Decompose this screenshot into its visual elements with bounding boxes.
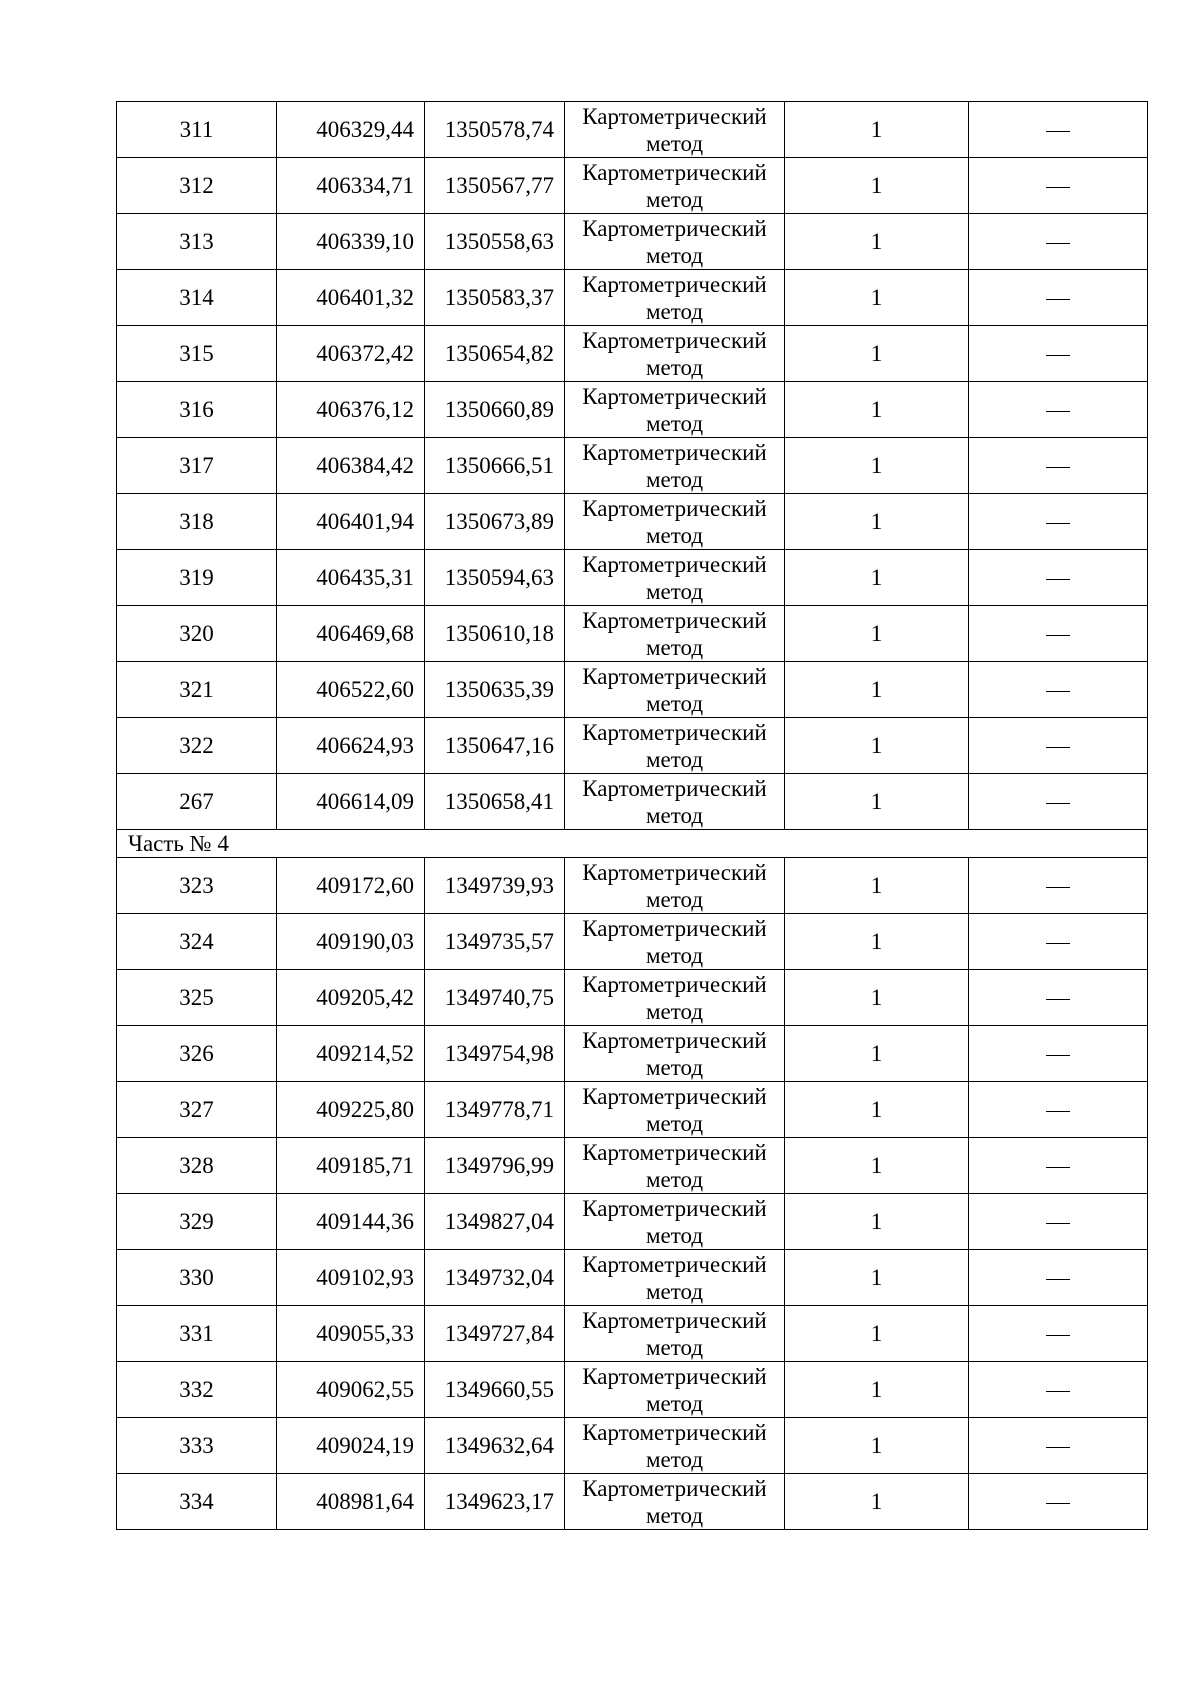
method-text-line1: Картометрический	[582, 1083, 767, 1109]
y-coordinate-cell: 1350654,82	[425, 326, 565, 382]
method-text-line2: метод	[645, 1390, 704, 1416]
dash-mark	[1046, 803, 1070, 804]
method-text-line1: Картометрический	[582, 971, 767, 997]
dash-mark	[1046, 411, 1070, 412]
accuracy-cell: 1	[785, 1194, 969, 1250]
method-cell	[565, 1138, 785, 1194]
method-cell	[565, 494, 785, 550]
accuracy-cell: 1	[785, 718, 969, 774]
method-text-line1: Картометрический	[582, 859, 767, 885]
table-row	[117, 914, 1148, 970]
note-cell	[969, 494, 1148, 550]
method-text-line2: метод	[645, 466, 704, 492]
x-coordinate-cell: 409102,93	[277, 1250, 425, 1306]
point-number-cell: 313	[117, 214, 277, 270]
point-number-cell: 315	[117, 326, 277, 382]
method-text-line1: Картометрический	[582, 327, 767, 353]
table-row	[117, 662, 1148, 718]
method-text-line1: Картометрический	[582, 215, 767, 241]
note-cell	[969, 102, 1148, 158]
method-text-line2: метод	[645, 242, 704, 268]
point-number-cell: 314	[117, 270, 277, 326]
dash-mark	[1046, 467, 1070, 468]
y-coordinate-cell: 1350666,51	[425, 438, 565, 494]
method-cell	[565, 606, 785, 662]
method-text-line2: метод	[645, 1110, 704, 1136]
x-coordinate-cell: 406522,60	[277, 662, 425, 718]
x-coordinate-cell: 409225,80	[277, 1082, 425, 1138]
point-number-cell: 317	[117, 438, 277, 494]
dash-mark	[1046, 747, 1070, 748]
note-cell	[969, 858, 1148, 914]
point-number-cell: 326	[117, 1026, 277, 1082]
y-coordinate-cell: 1350558,63	[425, 214, 565, 270]
method-text-line1: Картометрический	[582, 383, 767, 409]
dash-mark	[1046, 1111, 1070, 1112]
dash-mark	[1046, 1503, 1070, 1504]
method-text-line2: метод	[645, 186, 704, 212]
y-coordinate-cell: 1350594,63	[425, 550, 565, 606]
y-coordinate-cell: 1350583,37	[425, 270, 565, 326]
note-cell	[969, 214, 1148, 270]
accuracy-cell: 1	[785, 438, 969, 494]
method-text-line1: Картометрический	[582, 1195, 767, 1221]
method-cell	[565, 1474, 785, 1530]
point-number-cell: 318	[117, 494, 277, 550]
x-coordinate-cell: 406384,42	[277, 438, 425, 494]
table-row	[117, 970, 1148, 1026]
x-coordinate-cell: 406334,71	[277, 158, 425, 214]
x-coordinate-cell: 406401,32	[277, 270, 425, 326]
dash-mark	[1046, 1279, 1070, 1280]
accuracy-cell: 1	[785, 1138, 969, 1194]
accuracy-cell: 1	[785, 1026, 969, 1082]
method-text-line1: Картометрический	[582, 495, 767, 521]
dash-mark	[1046, 523, 1070, 524]
method-text-line1: Картометрический	[582, 103, 767, 129]
dash-mark	[1046, 635, 1070, 636]
coordinates-table-body	[117, 102, 1148, 1530]
method-cell	[565, 1418, 785, 1474]
table-row	[117, 550, 1148, 606]
accuracy-cell: 1	[785, 774, 969, 830]
point-number-cell: 319	[117, 550, 277, 606]
point-number-cell: 320	[117, 606, 277, 662]
method-cell	[565, 214, 785, 270]
x-coordinate-cell: 409214,52	[277, 1026, 425, 1082]
table-row	[117, 1362, 1148, 1418]
dash-mark	[1046, 131, 1070, 132]
note-cell	[969, 270, 1148, 326]
method-cell	[565, 1026, 785, 1082]
method-cell	[565, 970, 785, 1026]
note-cell	[969, 158, 1148, 214]
y-coordinate-cell: 1350647,16	[425, 718, 565, 774]
method-text-line2: метод	[645, 998, 704, 1024]
note-cell	[969, 550, 1148, 606]
method-text-line2: метод	[645, 1502, 704, 1528]
accuracy-cell: 1	[785, 382, 969, 438]
method-text-line2: метод	[645, 298, 704, 324]
x-coordinate-cell: 409144,36	[277, 1194, 425, 1250]
point-number-cell: 333	[117, 1418, 277, 1474]
note-cell	[969, 1306, 1148, 1362]
table-row	[117, 158, 1148, 214]
table-row	[117, 606, 1148, 662]
method-text-line2: метод	[645, 1446, 704, 1472]
method-text-line2: метод	[645, 522, 704, 548]
method-text-line1: Картометрический	[582, 1419, 767, 1445]
point-number-cell: 323	[117, 858, 277, 914]
y-coordinate-cell: 1350673,89	[425, 494, 565, 550]
table-row	[117, 326, 1148, 382]
x-coordinate-cell: 409062,55	[277, 1362, 425, 1418]
method-cell	[565, 718, 785, 774]
point-number-cell: 334	[117, 1474, 277, 1530]
method-text-line2: метод	[645, 130, 704, 156]
method-cell	[565, 438, 785, 494]
note-cell	[969, 1082, 1148, 1138]
method-cell	[565, 858, 785, 914]
method-cell	[565, 550, 785, 606]
point-number-cell: 328	[117, 1138, 277, 1194]
note-cell	[969, 774, 1148, 830]
dash-mark	[1046, 1223, 1070, 1224]
part-header-row	[117, 830, 1148, 858]
method-text-line1: Картометрический	[582, 915, 767, 941]
note-cell	[969, 914, 1148, 970]
y-coordinate-cell: 1350567,77	[425, 158, 565, 214]
table-row	[117, 102, 1148, 158]
table-row	[117, 1082, 1148, 1138]
y-coordinate-cell: 1349796,99	[425, 1138, 565, 1194]
method-text-line2: метод	[645, 1054, 704, 1080]
y-coordinate-cell: 1350660,89	[425, 382, 565, 438]
method-text-line2: метод	[645, 690, 704, 716]
y-coordinate-cell: 1350635,39	[425, 662, 565, 718]
note-cell	[969, 606, 1148, 662]
dash-mark	[1046, 579, 1070, 580]
method-text-line1: Картометрический	[582, 439, 767, 465]
accuracy-cell: 1	[785, 102, 969, 158]
part-label: Часть № 4	[117, 830, 1148, 858]
y-coordinate-cell: 1349778,71	[425, 1082, 565, 1138]
note-cell	[969, 1474, 1148, 1530]
y-coordinate-cell: 1350610,18	[425, 606, 565, 662]
table-row	[117, 438, 1148, 494]
method-text-line1: Картометрический	[582, 719, 767, 745]
note-cell	[969, 662, 1148, 718]
method-text-line1: Картометрический	[582, 271, 767, 297]
coordinates-table	[116, 101, 1148, 1530]
accuracy-cell: 1	[785, 970, 969, 1026]
note-cell	[969, 1194, 1148, 1250]
method-cell	[565, 1194, 785, 1250]
table-row	[117, 1250, 1148, 1306]
dash-mark	[1046, 299, 1070, 300]
method-text-line2: метод	[645, 634, 704, 660]
y-coordinate-cell: 1349754,98	[425, 1026, 565, 1082]
x-coordinate-cell: 406401,94	[277, 494, 425, 550]
method-text-line2: метод	[645, 802, 704, 828]
accuracy-cell: 1	[785, 158, 969, 214]
method-text-line1: Картометрический	[582, 607, 767, 633]
point-number-cell: 327	[117, 1082, 277, 1138]
accuracy-cell: 1	[785, 1362, 969, 1418]
method-text-line1: Картометрический	[582, 775, 767, 801]
method-text-line1: Картометрический	[582, 1139, 767, 1165]
method-text-line2: метод	[645, 410, 704, 436]
table-row	[117, 1306, 1148, 1362]
point-number-cell: 325	[117, 970, 277, 1026]
method-cell	[565, 774, 785, 830]
point-number-cell: 331	[117, 1306, 277, 1362]
point-number-cell: 322	[117, 718, 277, 774]
dash-mark	[1046, 1167, 1070, 1168]
accuracy-cell: 1	[785, 214, 969, 270]
method-text-line1: Картометрический	[582, 1475, 767, 1501]
y-coordinate-cell: 1349732,04	[425, 1250, 565, 1306]
y-coordinate-cell: 1349827,04	[425, 1194, 565, 1250]
method-cell	[565, 1250, 785, 1306]
table-row	[117, 270, 1148, 326]
note-cell	[969, 1026, 1148, 1082]
y-coordinate-cell: 1349623,17	[425, 1474, 565, 1530]
method-cell	[565, 102, 785, 158]
table-row	[117, 494, 1148, 550]
y-coordinate-cell: 1349735,57	[425, 914, 565, 970]
method-cell	[565, 382, 785, 438]
x-coordinate-cell: 406329,44	[277, 102, 425, 158]
dash-mark	[1046, 943, 1070, 944]
method-cell	[565, 662, 785, 718]
point-number-cell: 332	[117, 1362, 277, 1418]
y-coordinate-cell: 1350578,74	[425, 102, 565, 158]
method-text-line2: метод	[645, 1166, 704, 1192]
x-coordinate-cell: 406376,12	[277, 382, 425, 438]
y-coordinate-cell: 1349727,84	[425, 1306, 565, 1362]
method-text-line2: метод	[645, 746, 704, 772]
note-cell	[969, 718, 1148, 774]
table-row	[117, 858, 1148, 914]
method-text-line2: метод	[645, 578, 704, 604]
method-cell	[565, 1082, 785, 1138]
note-cell	[969, 1418, 1148, 1474]
y-coordinate-cell: 1349739,93	[425, 858, 565, 914]
accuracy-cell: 1	[785, 1250, 969, 1306]
accuracy-cell: 1	[785, 1474, 969, 1530]
y-coordinate-cell: 1349632,64	[425, 1418, 565, 1474]
point-number-cell: 316	[117, 382, 277, 438]
point-number-cell: 312	[117, 158, 277, 214]
method-cell	[565, 326, 785, 382]
accuracy-cell: 1	[785, 662, 969, 718]
method-text-line2: метод	[645, 886, 704, 912]
method-text-line1: Картометрический	[582, 1027, 767, 1053]
table-row	[117, 1194, 1148, 1250]
method-cell	[565, 914, 785, 970]
x-coordinate-cell: 406624,93	[277, 718, 425, 774]
table-row	[117, 1138, 1148, 1194]
note-cell	[969, 1362, 1148, 1418]
x-coordinate-cell: 406435,31	[277, 550, 425, 606]
table-row	[117, 214, 1148, 270]
table-row	[117, 718, 1148, 774]
accuracy-cell: 1	[785, 326, 969, 382]
point-number-cell: 311	[117, 102, 277, 158]
dash-mark	[1046, 999, 1070, 1000]
point-number-cell: 330	[117, 1250, 277, 1306]
method-text-line1: Картометрический	[582, 1307, 767, 1333]
method-text-line2: метод	[645, 1334, 704, 1360]
table-row	[117, 382, 1148, 438]
x-coordinate-cell: 409205,42	[277, 970, 425, 1026]
accuracy-cell: 1	[785, 1082, 969, 1138]
x-coordinate-cell: 406469,68	[277, 606, 425, 662]
point-number-cell: 329	[117, 1194, 277, 1250]
point-number-cell: 267	[117, 774, 277, 830]
x-coordinate-cell: 408981,64	[277, 1474, 425, 1530]
note-cell	[969, 382, 1148, 438]
method-cell	[565, 1362, 785, 1418]
method-text-line1: Картометрический	[582, 551, 767, 577]
table-row	[117, 1026, 1148, 1082]
method-text-line2: метод	[645, 942, 704, 968]
method-text-line2: метод	[645, 1278, 704, 1304]
note-cell	[969, 438, 1148, 494]
x-coordinate-cell: 406339,10	[277, 214, 425, 270]
dash-mark	[1046, 1391, 1070, 1392]
x-coordinate-cell: 409185,71	[277, 1138, 425, 1194]
dash-mark	[1046, 355, 1070, 356]
point-number-cell: 324	[117, 914, 277, 970]
y-coordinate-cell: 1349660,55	[425, 1362, 565, 1418]
note-cell	[969, 326, 1148, 382]
table-row	[117, 1474, 1148, 1530]
note-cell	[969, 1138, 1148, 1194]
y-coordinate-cell: 1350658,41	[425, 774, 565, 830]
dash-mark	[1046, 1447, 1070, 1448]
x-coordinate-cell: 406614,09	[277, 774, 425, 830]
note-cell	[969, 1250, 1148, 1306]
y-coordinate-cell: 1349740,75	[425, 970, 565, 1026]
method-cell	[565, 1306, 785, 1362]
dash-mark	[1046, 1335, 1070, 1336]
x-coordinate-cell: 409190,03	[277, 914, 425, 970]
accuracy-cell: 1	[785, 914, 969, 970]
method-text-line1: Картометрический	[582, 159, 767, 185]
accuracy-cell: 1	[785, 858, 969, 914]
accuracy-cell: 1	[785, 550, 969, 606]
method-text-line1: Картометрический	[582, 663, 767, 689]
point-number-cell: 321	[117, 662, 277, 718]
x-coordinate-cell: 406372,42	[277, 326, 425, 382]
method-text-line1: Картометрический	[582, 1251, 767, 1277]
x-coordinate-cell: 409024,19	[277, 1418, 425, 1474]
method-cell	[565, 270, 785, 326]
x-coordinate-cell: 409055,33	[277, 1306, 425, 1362]
method-text-line2: метод	[645, 1222, 704, 1248]
accuracy-cell: 1	[785, 270, 969, 326]
note-cell	[969, 970, 1148, 1026]
dash-mark	[1046, 1055, 1070, 1056]
accuracy-cell: 1	[785, 606, 969, 662]
dash-mark	[1046, 187, 1070, 188]
method-cell	[565, 158, 785, 214]
accuracy-cell: 1	[785, 494, 969, 550]
x-coordinate-cell: 409172,60	[277, 858, 425, 914]
accuracy-cell: 1	[785, 1418, 969, 1474]
method-text-line2: метод	[645, 354, 704, 380]
dash-mark	[1046, 243, 1070, 244]
dash-mark	[1046, 691, 1070, 692]
method-text-line1: Картометрический	[582, 1363, 767, 1389]
dash-mark	[1046, 887, 1070, 888]
table-row	[117, 774, 1148, 830]
table-row	[117, 1418, 1148, 1474]
accuracy-cell: 1	[785, 1306, 969, 1362]
